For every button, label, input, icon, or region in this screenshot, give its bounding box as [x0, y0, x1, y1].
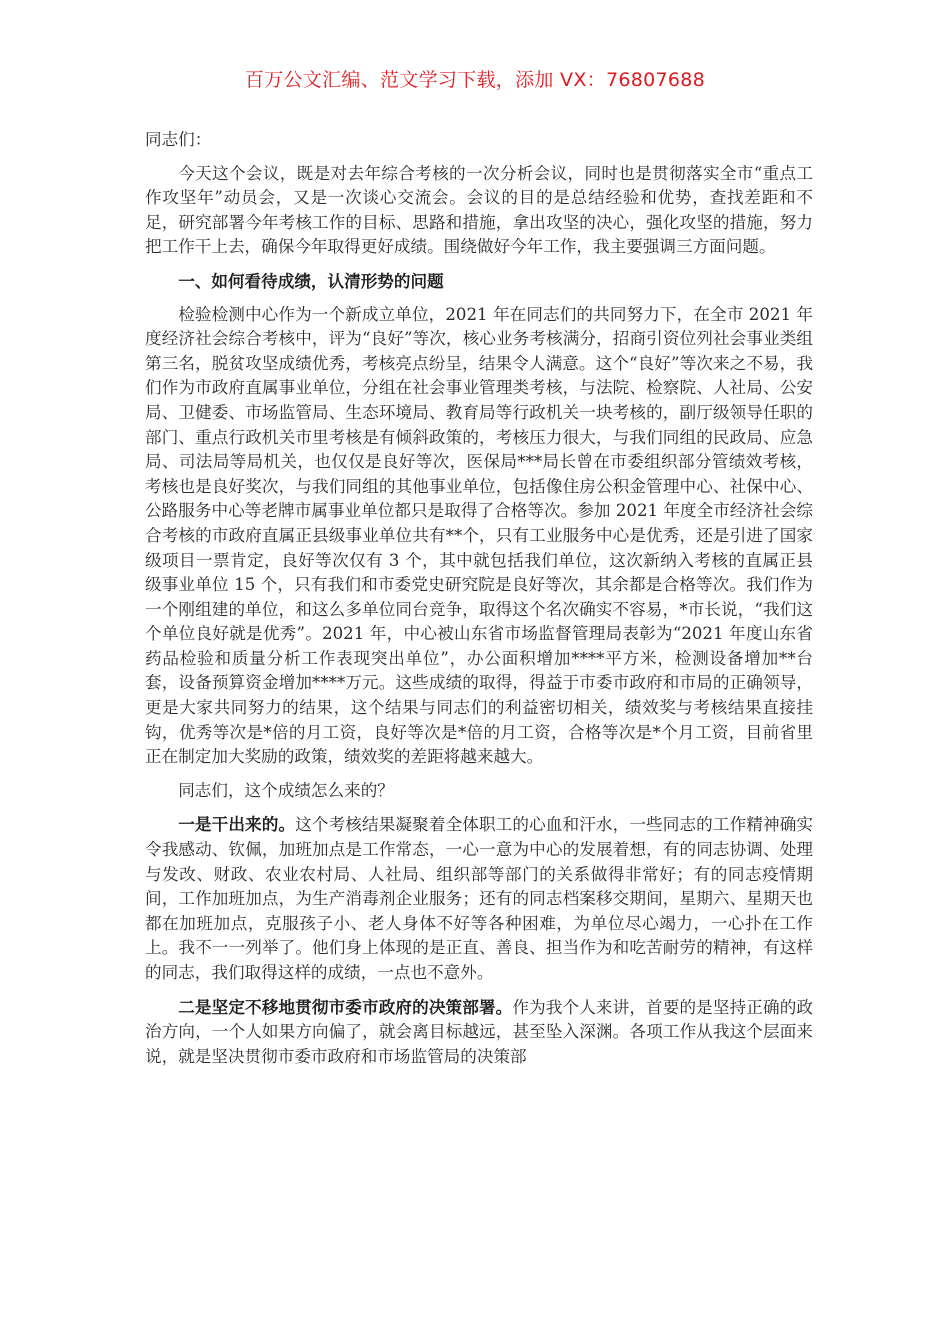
- question-paragraph: 同志们，这个成绩怎么来的？: [178, 780, 394, 800]
- intro-paragraph: 今天这个会议，既是对去年综合考核的一次分析会议，同时也是贯彻落实全市“重点工作攻坚年”动员会，又是一次谈心交流会。会议的目的是总结经验和优势，查找差距和不足，研究部署今年考核工作的目标、思路和措施，拿出攻坚的决心，强化攻坚的措施，努力把工作干上去，确保今年取得更好成绩。围绕做好今年工作，我主要强调三方面问题。: [145, 163, 813, 257]
- salutation: 同志们：: [145, 130, 212, 149]
- point-two-text: 作为我个人来讲，首要的是坚持正确的政治方向，一个人如果方向偏了，就会离目标越远，甚至坠入深渊。各项工作从我这个层面来说，就是坚决贯彻市委市政府和市场监管局的决策部: [145, 997, 813, 1066]
- document-body: [145, 128, 813, 1078]
- point-one-paragraph: [145, 812, 813, 985]
- point-one-text: 这个考核结果凝聚着全体职工的心血和汗水，一些同志的工作精神确实令我感动、钦佩，加班加点是工作常态，一心一意为中心的发展着想，有的同志协调、处理与发改、财政、农业农村局、人社局、组织部等部门的关系做得非常好；有的同志疫情期间，工作加班加点，为生产消毒剂企业服务；还有的同志档案移交期间，星期六、星期天也都在加班加点，克服孩子小、老人身体不好等各种困难，为单位尽心竭力，一心扑在工作上。我不一一列举了。他们身上体现的是正直、善良、担当作为和吃苦耐劳的精神，有这样的同志，我们取得这样的成绩，一点也不意外。: [145, 815, 814, 982]
- section-heading-1: 一、如何看待成绩，认清形势的问题: [178, 270, 444, 291]
- point-two-lead: 二是坚定不移地贯彻市委市政府的决策部署。: [178, 996, 513, 1017]
- point-two-paragraph: [145, 995, 813, 1070]
- achievements-paragraph: 检验检测中心作为一个新成立单位，2021 年在同志们的共同努力下，在全市 2021 年度经济社会综合考核中，评为“良好”等次，核心业务考核满分，招商引资位列社会事业类组第三名，脱贫攻坚成绩优秀，考核亮点纷呈，结果令人满意。这个“良好”等次来之不易，我们作为市政府直属事业单位，分组在社会事业管理类考核，与法院、检察院、人社局、公安局、卫健委、市场监管局、生态环境局、教育局等行政机关一块考核的，副厅级领导任职的部门、重点行政机关市里考核是有倾斜政策的，考核压力很大，与我们同组的民政局、应急局、司法局等局机关，也仅仅是良好等次，医保局***局长曾在市委组织部分管绩效考核，考核也是良好奖次，与我们同组的其他事业单位，包括像住房公积金管理中心、社保中心、公路服务中心等老牌市属事业单位都只是取得了合格等次。参加 2021 年度全市经济社会综合考核的市政府直属正县级事业单位共有**个，只有工业服务中心是优秀，还是引进了国家级项目一票肯定，良好等次仅有 3 个，其中就包括我们单位，这次新纳入考核的直属正县级事业单位 15 个，只有我们和市委党史研究院是良好等次，其余都是合格等次。我们作为一个刚组建的单位，和这么多单位同台竞争，取得这个名次确实不容易，*市长说，“我们这个单位良好就是优秀”。2021 年，中心被山东省市场监督管理局表彰为“2021 年度山东省药品检验和质量分析工作表现突出单位”，办公面积增加****平方米，检测设备增加**台套，设备预算资金增加****万元。这些成绩的取得，得益于市委市政府和市局的正确领导，更是大家共同努力的结果，这个结果与同志们的利益密切相关，绩效奖与考核结果直接挂钩，优秀等次是*倍的月工资，良好等次是*倍的月工资，合格等次是*个月工资，目前省里正在制定加大奖励的政策，绩效奖的差距将越来越大。: [145, 304, 813, 767]
- point-one-lead: 一是干出来的。: [178, 814, 296, 835]
- promo-banner: 百万公文汇编、范文学习下载，添加 VX：76807688: [244, 69, 706, 91]
